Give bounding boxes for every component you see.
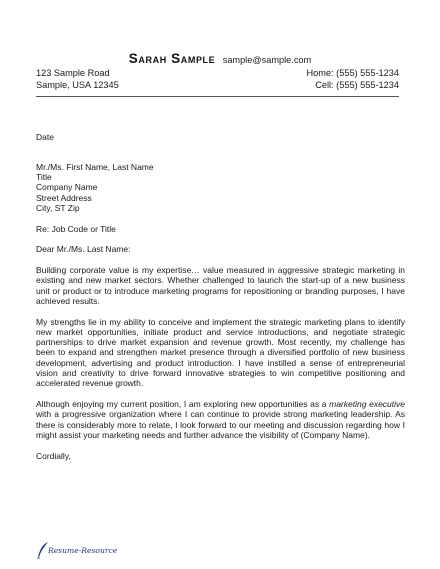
header-divider [36, 96, 399, 97]
resume-resource-logo [36, 541, 116, 559]
letter-header [0, 50, 440, 69]
sender-phones [307, 68, 399, 91]
letter-body [36, 132, 405, 461]
cell-phone: Cell: (555) 555-1234 [315, 79, 399, 90]
paragraph-1: Building corporate value is my expertise… value measured in aggressive strategic marketing in existing and new market sectors. Whether challenged to launch the start-up of a new business unit or product or to introduce marketing programs for repositioning or branding purposes, I have achieved results. [36, 264, 405, 306]
paragraph-3-text-b: with a progressive organization where I can continue to provide strong marketing leadership. As there is considerably more to relate, I look forward to our meeting and discussion regarding how I might assist your marketing needs and further advance the visibility of (Company Name). [36, 409, 405, 440]
recipient-block [36, 162, 405, 213]
paragraph-3-emphasis: marketing executive [329, 398, 406, 409]
paragraph-3-text-a: Although enjoying my current position, I am exploring new opportunities as a [36, 398, 330, 409]
sender-city: Sample, USA 12345 [36, 79, 119, 90]
closing: Cordially, [36, 450, 71, 461]
recipient-name: Mr./Ms. First Name, Last Name [36, 161, 154, 172]
paragraph-2: My strengths lie in my ability to conceive and implement the strategic marketing plans to identify new market opportunities, initiate product and service introductions, and negotiate strategic partnerships to drive market expansion and revenue growth. Most recently, my challenge has been to expand and strengthen market presence through a diversified portfolio of new business development, advertising and product introduction. I have instilled a sense of entrepreneurial vision and creativity to drive forward innovative strategies to win competitive positioning and accelerated revenue growth. [36, 316, 405, 389]
sender-email[interactable]: sample@sample.com [222, 55, 312, 65]
recipient-title: Title [36, 171, 52, 182]
sender-name: Sarah Sample [128, 51, 216, 66]
recipient-company: Company Name [36, 182, 98, 193]
logo-text: Resume-Resource [48, 546, 118, 555]
letter-date: Date [36, 132, 54, 142]
recipient-street: Street Address [36, 192, 92, 203]
sender-address [36, 68, 119, 91]
paragraph-3 [36, 399, 405, 440]
subject-line: Re: Job Code or Title [36, 223, 116, 234]
salutation: Dear Mr./Ms. Last Name: [36, 244, 131, 255]
sender-street: 123 Sample Road [36, 68, 110, 78]
recipient-city: City, ST Zip [36, 202, 80, 213]
home-phone: Home: (555) 555-1234 [306, 68, 399, 78]
